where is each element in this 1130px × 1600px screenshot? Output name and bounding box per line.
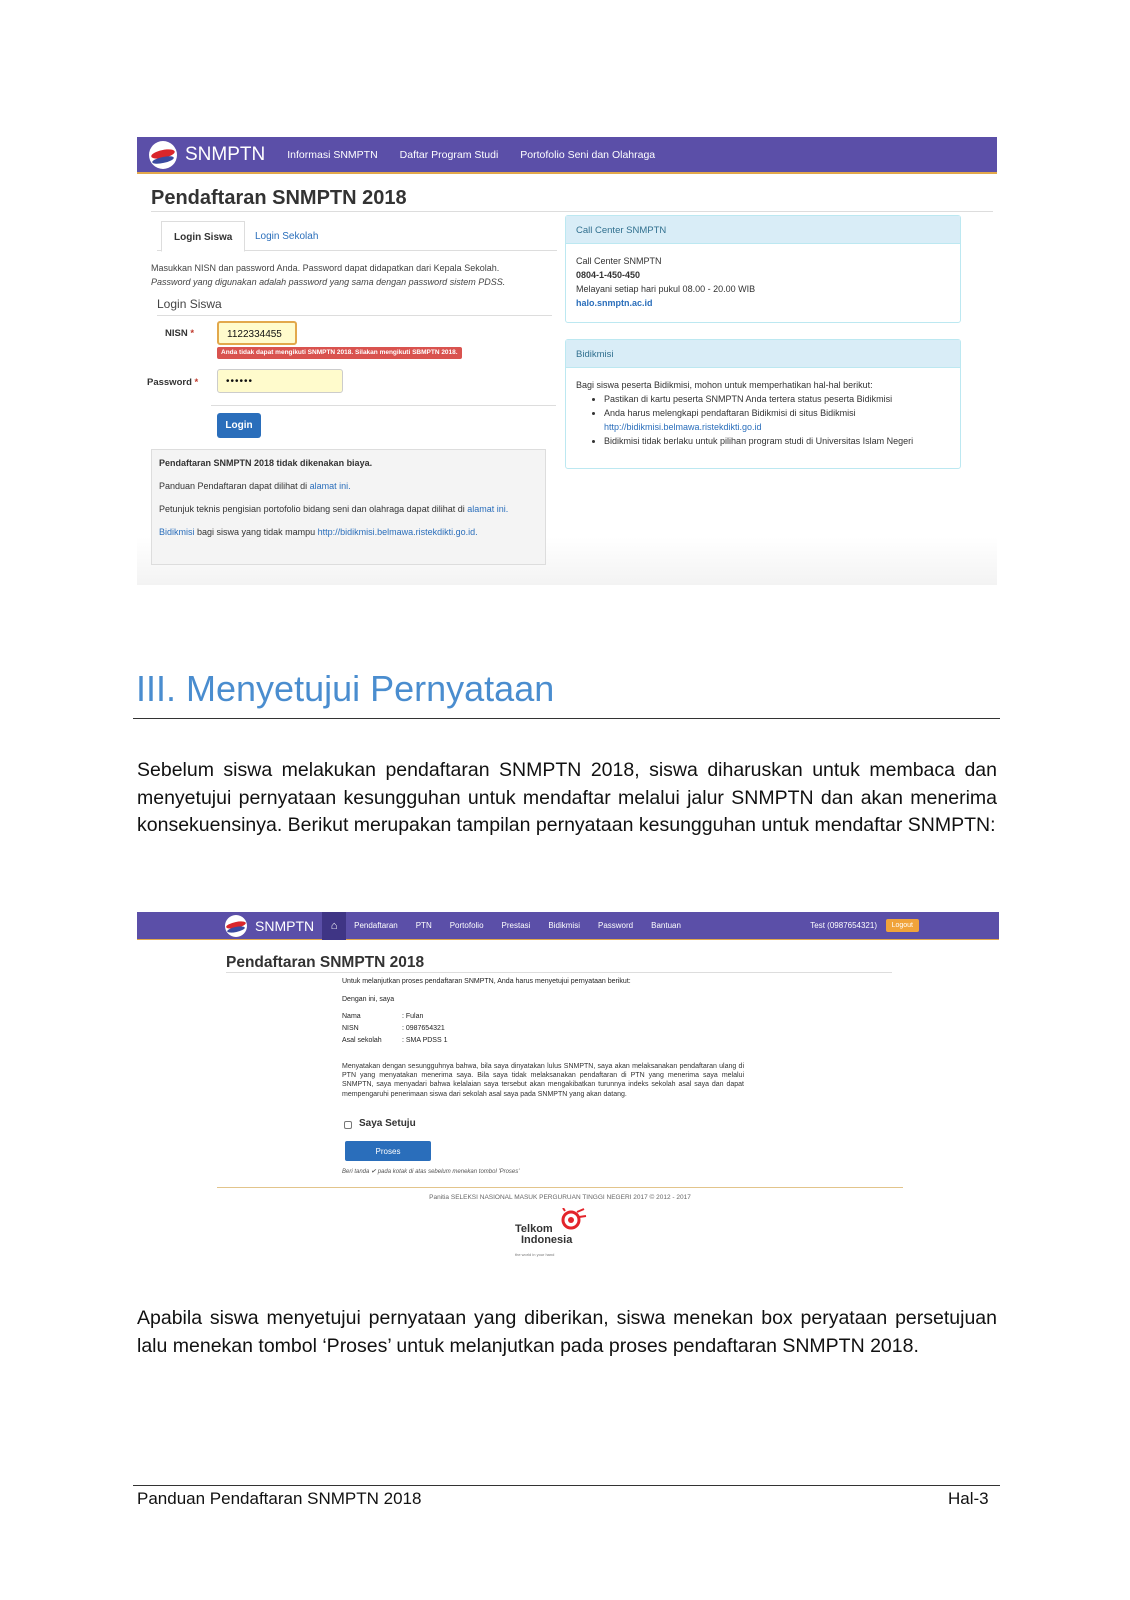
nav-link-pendaftaran[interactable]: Pendaftaran	[354, 921, 398, 930]
nisn-label: NISN	[342, 1025, 359, 1032]
callcenter-panel	[565, 215, 961, 323]
agree-checkbox-label[interactable]: Saya Setuju	[359, 1118, 416, 1129]
user-info[interactable]: Test (0987654321)	[810, 921, 877, 930]
nav-link-password[interactable]: Password	[597, 921, 634, 930]
sekolah-label: Asal sekolah	[342, 1037, 382, 1044]
callcenter-hours: Melayani setiap hari pukul 08.00 - 20.00 WIB	[576, 284, 756, 294]
bidikmisi-link[interactable]: Bidikmisi	[159, 527, 195, 537]
nav-link-daftar-prodi[interactable]: Daftar Program Studi	[399, 148, 499, 161]
list-item: • Pastikan di kartu peserta SNMPTN Anda tertera status peserta Bidikmisi	[604, 392, 950, 406]
guide-link[interactable]: alamat ini.	[309, 481, 351, 491]
nav-link-informasi[interactable]: Informasi SNMPTN	[287, 148, 378, 161]
bidikmisi-list	[604, 392, 950, 448]
list-item	[604, 406, 950, 434]
info-guide-line	[159, 480, 538, 493]
top-navbar	[137, 137, 997, 174]
agreement-intro: Untuk melanjutkan proses pendaftaran SNMPTN, Anda harus menyetujui pernyataan berikut:	[342, 978, 631, 985]
list-item: • Bidikmisi tidak berlaku untuk pilihan program studi di Universitas Islam Negeri	[604, 434, 950, 448]
telkom-logo	[515, 1208, 605, 1260]
nisn-label	[165, 328, 194, 339]
body-paragraph-2: Apabila siswa menyetujui pernyataan yang diberikan, siswa menekan box peryataan persetujuan lalu menekan tombol ‘Proses’ untuk melanjutkan pada proses pendaftaran SNMPTN 2018.	[137, 1307, 997, 1357]
nav-link-portofolio[interactable]: Portofolio	[449, 921, 484, 930]
brand-name[interactable]: SNMPTN	[185, 143, 266, 165]
nisn-input[interactable]: 1122334455	[217, 321, 297, 345]
brand-name[interactable]: SNMPTN	[255, 917, 315, 934]
nav-link-prestasi[interactable]: Prestasi	[501, 921, 531, 930]
sekolah-value: : SMA PDSS 1	[401, 1037, 448, 1044]
statement-text: Menyatakan dengan sesungguhnya bahwa, bila saya dinyatakan lulus SNMPTN, saya akan melaksanakan pendaftaran ulang di PTN yang menyatakan menerima saya. Bila saya tidak melaksanakan pendaftaran di PTN yang menerima saya melalui SNMPTN, saya menyadari bahwa kelalaian saya tersebut akan mengakibatkan turunnya indeks sekolah asal saya dan dapat mempengaruhi penerimaan siswa dari sekolah asal saya pada SNMPTN yang akan datang.	[342, 1063, 744, 1098]
bidikmisi-header: Bidikmisi	[566, 340, 960, 368]
callcenter-phone: 0804-1-450-450	[576, 270, 641, 280]
page-title: Pendaftaran SNMPTN 2018	[226, 954, 425, 971]
nama-label: Nama	[342, 1013, 361, 1020]
bidikmisi-intro: Bagi siswa peserta Bidikmisi, mohon untuk memperhatikan hal-hal berikut:	[576, 380, 873, 390]
form-bottom-divider	[211, 405, 556, 406]
telkom-wordmark	[515, 1224, 572, 1246]
info-bidikmisi-text: bagi siswa yang tidak mampu	[197, 527, 316, 537]
bidikmisi-panel	[565, 339, 961, 469]
proses-button[interactable]: Proses	[345, 1141, 431, 1161]
nav-link-bantuan[interactable]: Bantuan	[651, 921, 681, 930]
top-navbar	[137, 912, 999, 940]
callcenter-link[interactable]: halo.snmptn.ac.id	[576, 298, 653, 308]
tab-login-sekolah[interactable]: Login Sekolah	[255, 231, 319, 242]
login-screenshot	[137, 137, 997, 585]
nav-link-ptn[interactable]: PTN	[415, 921, 432, 930]
form-title: Login Siswa	[157, 297, 222, 311]
nav-link-bidikmisi[interactable]: Bidikmisi	[548, 921, 580, 930]
callcenter-title: Call Center SNMPTN	[576, 256, 662, 266]
telkom-line-2: Indonesia	[521, 1234, 573, 1246]
page-title: Pendaftaran SNMPTN 2018	[151, 187, 407, 209]
nisn-value: : 0987654321	[401, 1025, 445, 1032]
footer-title: Panduan Pendaftaran SNMPTN 2018	[137, 1489, 422, 1508]
portfolio-link[interactable]: alamat ini.	[467, 504, 509, 514]
info-free-notice: Pendaftaran SNMPTN 2018 tidak dikenakan biaya.	[159, 458, 373, 468]
login-tabs	[157, 221, 557, 251]
bidikmisi-body	[566, 368, 960, 458]
description-line-1: Masukkan NISN dan password Anda. Password dapat didapatkan dari Kepala Sekolah.	[151, 263, 500, 273]
sekolah-row	[342, 1037, 447, 1044]
info-bidikmisi-line	[159, 526, 538, 539]
bidikmisi-site-link[interactable]: http://bidikmisi.belmawa.ristekdikti.go.id	[604, 422, 762, 432]
required-mark: *	[194, 377, 199, 388]
callcenter-header: Call Center SNMPTN	[566, 216, 960, 244]
info-box	[151, 449, 546, 565]
form-divider	[157, 315, 552, 316]
agreement-screenshot	[137, 912, 999, 1282]
page-number: Hal-3	[948, 1489, 989, 1508]
snmptn-logo-icon	[149, 141, 177, 169]
telkom-tagline: the world in your hand	[515, 1252, 555, 1257]
info-portfolio-text: Petunjuk teknis pengisian portofolio bidang seni dan olahraga dapat dilihat di	[159, 504, 465, 514]
telkom-line-1: Telkom	[515, 1223, 553, 1235]
description-line-2: Password yang digunakan adalah password yang sama dengan password sistem PDSS.	[151, 277, 506, 287]
error-message: Anda tidak dapat mengikuti SNMPTN 2018. Silakan mengikuti SBMPTN 2018.	[217, 347, 462, 359]
login-description	[151, 261, 551, 289]
screenshot-footer: Panitia SELEKSI NASIONAL MASUK PERGURUAN TINGGI NEGERI 2017 © 2012 - 2017	[429, 1194, 691, 1201]
section-divider	[133, 718, 1000, 719]
footer-rule	[133, 1485, 1000, 1486]
required-mark: *	[190, 328, 195, 339]
login-button[interactable]: Login	[217, 413, 261, 438]
section-heading: III. Menyetujui Pernyataan	[136, 668, 555, 709]
nisn-row	[342, 1025, 445, 1032]
home-icon[interactable]: ⌂	[322, 912, 346, 940]
nama-row	[342, 1013, 423, 1020]
title-divider	[151, 211, 993, 212]
info-guide-text: Panduan Pendaftaran dapat dilihat di	[159, 481, 308, 491]
password-input[interactable]: ••••••	[217, 369, 343, 393]
title-divider	[226, 972, 892, 973]
agreement-dengan: Dengan ini, saya	[342, 996, 395, 1003]
nav-link-portofolio[interactable]: Portofolio Seni dan Olahraga	[520, 148, 656, 161]
agree-checkbox[interactable]	[344, 1121, 352, 1129]
list-item-text: Anda harus melengkapi pendaftaran Bidikmisi di situs Bidikmisi	[604, 408, 856, 418]
logout-button[interactable]: Logout	[886, 919, 919, 932]
password-label	[147, 377, 198, 388]
callcenter-body	[566, 244, 960, 320]
hint-text: Beri tanda ✔ pada kotak di atas sebelum menekan tombol 'Proses'	[342, 1169, 520, 1175]
nisn-label-text: NISN	[165, 328, 188, 339]
snmptn-logo-icon	[225, 915, 247, 937]
body-paragraph-1: Sebelum siswa melakukan pendaftaran SNMPTN 2018, siswa diharuskan untuk membaca dan menyetujui pernyataan kesungguhan untuk mendaftar melalui jalur SNMPTN dan akan menerima konsekuensinya. Berikut merupakan tampilan pernyataan kesungguhan untuk mendaftar SNMPTN:	[137, 759, 997, 836]
info-portfolio-line	[159, 503, 538, 516]
password-label-text: Password	[147, 377, 192, 388]
nama-value: : Fulan	[401, 1013, 424, 1020]
footer-divider	[217, 1187, 903, 1188]
tab-login-siswa[interactable]: Login Siswa	[161, 221, 245, 252]
bidikmisi-url-link[interactable]: http://bidikmisi.belmawa.ristekdikti.go.id.	[317, 527, 478, 537]
